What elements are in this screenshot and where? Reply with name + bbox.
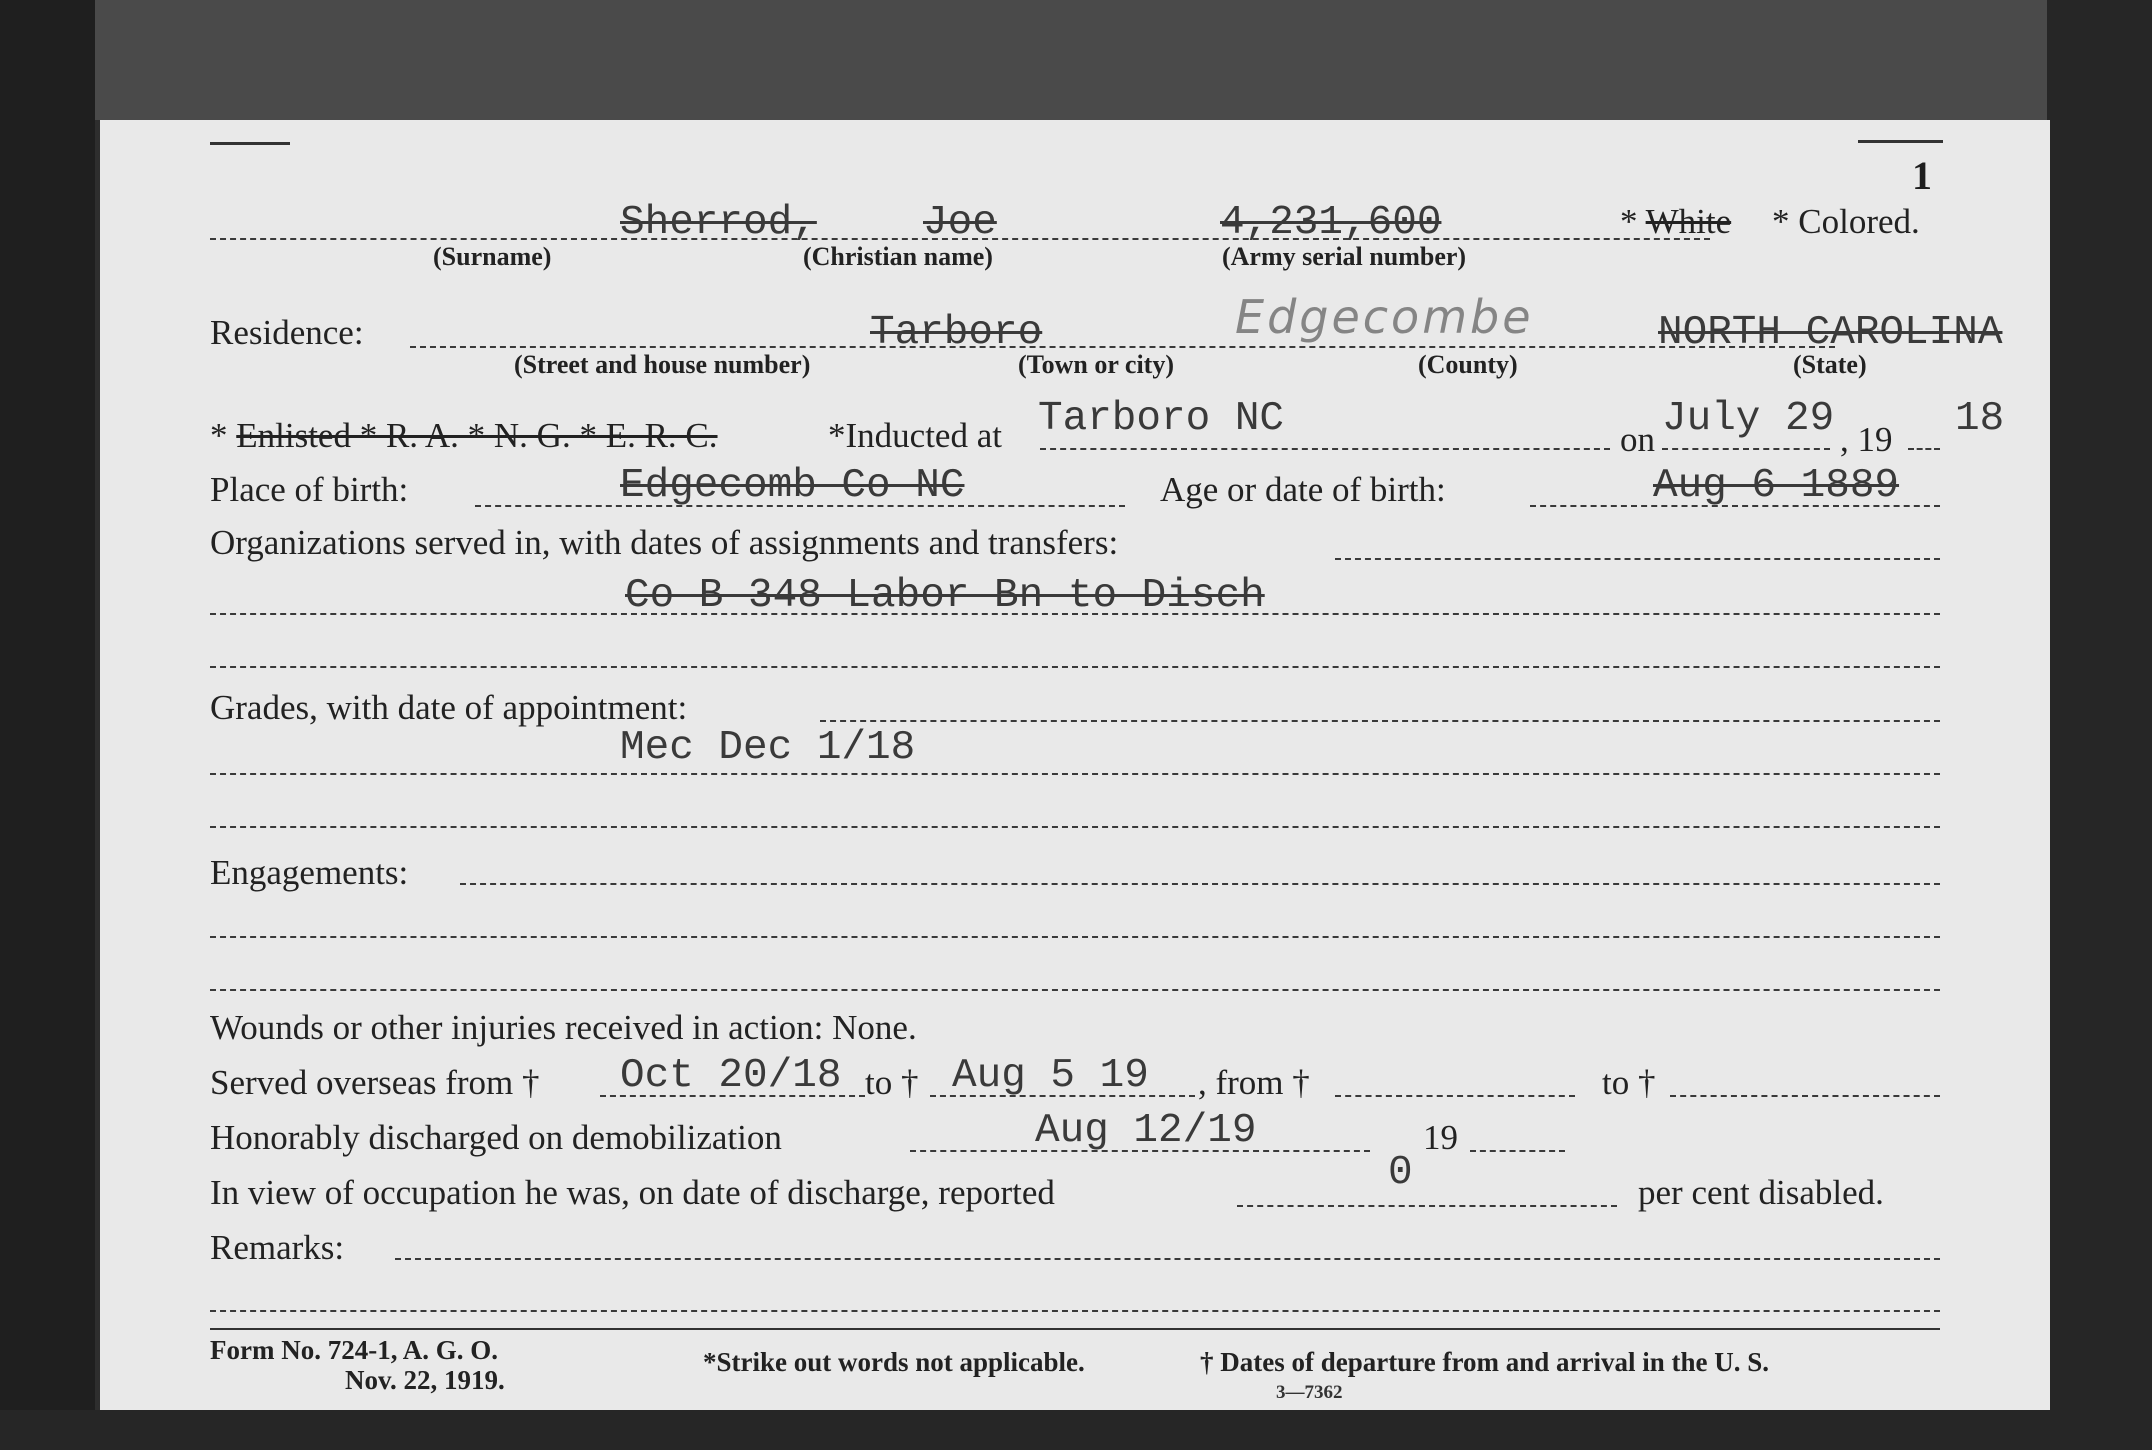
surname-caption: (Surname) xyxy=(433,242,552,271)
overseas-second-to-label: to † xyxy=(1602,1063,1656,1102)
strike-out-note: *Strike out words not applicable. xyxy=(703,1347,1085,1377)
wounds-label: Wounds or other injuries received in action: None. xyxy=(210,1008,917,1047)
engagements-line-1 xyxy=(460,883,1940,885)
inducted-date-line xyxy=(1662,448,1830,450)
remarks-line-2 xyxy=(210,1310,1940,1312)
place-of-birth-value: Edgecomb Co NC xyxy=(620,463,965,509)
street-caption: (Street and house number) xyxy=(514,350,811,379)
page-number: 1 xyxy=(1912,153,1932,198)
discharge-label: Honorably discharged on demobilization xyxy=(210,1118,782,1157)
disability-suffix: per cent disabled. xyxy=(1638,1173,1884,1212)
overseas-to-value: Aug 5 19 xyxy=(952,1053,1149,1099)
date-of-birth-value: Aug 6 1889 xyxy=(1653,463,1900,509)
age-or-date-of-birth-label: Age or date of birth: xyxy=(1160,470,1446,509)
residence-county-value: Edgecombe xyxy=(1235,290,1534,344)
surname-value: Sherrod, xyxy=(620,200,817,246)
christian-name-caption: (Christian name) xyxy=(803,242,993,271)
engagements-line-2 xyxy=(210,936,1940,938)
struck-induction-options: Enlisted * R. A. * N. G. * E. R. C. xyxy=(236,416,718,455)
overseas-second-to-line xyxy=(1670,1095,1940,1097)
inducted-date-value: July 29 xyxy=(1662,396,1835,442)
overseas-to-label: to † xyxy=(865,1063,919,1102)
grades-line-2 xyxy=(210,773,1940,775)
inducted-at-value: Tarboro NC xyxy=(1038,396,1285,442)
scanner-background-left xyxy=(0,0,95,1450)
remarks-label: Remarks: xyxy=(210,1228,345,1267)
organizations-label: Organizations served in, with dates of assignments and transfers: xyxy=(210,523,1119,562)
top-left-rule xyxy=(210,142,290,145)
army-serial-caption: (Army serial number) xyxy=(1222,242,1467,271)
inducted-at-label: *Inducted at xyxy=(828,416,1002,455)
place-of-birth-label: Place of birth: xyxy=(210,470,409,509)
engagements-label: Engagements: xyxy=(210,853,409,892)
grades-value: Mec Dec 1/18 xyxy=(620,725,916,771)
army-serial-value: 4,231,600 xyxy=(1220,200,1442,246)
engagements-line-3 xyxy=(210,989,1940,991)
state-caption: (State) xyxy=(1793,350,1867,379)
disability-label: In view of occupation he was, on date of discharge, reported xyxy=(210,1173,1055,1212)
county-caption: (County) xyxy=(1418,350,1518,379)
remarks-line-1 xyxy=(395,1258,1940,1260)
organizations-line-1 xyxy=(1335,558,1940,560)
grades-label: Grades, with date of appointment: xyxy=(210,688,688,727)
disability-value: 0 xyxy=(1388,1150,1413,1196)
disability-line xyxy=(1237,1205,1617,1207)
dates-note: † Dates of departure from and arrival in the U. S. xyxy=(1200,1347,1769,1377)
form-number: Form No. 724-1, A. G. O. xyxy=(210,1335,498,1365)
grades-line-1 xyxy=(820,720,1940,722)
discharge-year-label: 19 xyxy=(1423,1118,1458,1157)
footer-rule xyxy=(210,1328,1940,1330)
discharge-year-line xyxy=(1470,1150,1565,1152)
scanner-background-right xyxy=(2047,0,2152,1450)
race-colored-option: * Colored. xyxy=(1772,202,1920,241)
overseas-from-value: Oct 20/18 xyxy=(620,1053,842,1099)
overseas-second-from-line xyxy=(1335,1095,1575,1097)
served-overseas-label: Served overseas from † xyxy=(210,1063,540,1102)
white-label: White xyxy=(1645,202,1732,241)
form-date: Nov. 22, 1919. xyxy=(345,1365,505,1395)
inducted-year-value: 18 xyxy=(1955,396,2005,442)
race-white-option: * White xyxy=(1620,202,1732,241)
service-record-card xyxy=(100,120,2050,1410)
overseas-second-from-label: , from † xyxy=(1198,1063,1310,1102)
residence-town-value: Tarboro xyxy=(870,310,1043,356)
christian-name-value: Joe xyxy=(923,200,997,246)
inducted-at-line xyxy=(1040,448,1610,450)
grades-line-3 xyxy=(210,826,1940,828)
scanner-background-bottom xyxy=(0,1410,2152,1450)
discharge-date-value: Aug 12/19 xyxy=(1035,1108,1257,1154)
scanner-background-top xyxy=(0,0,2152,120)
inducted-year-line xyxy=(1908,448,1940,450)
town-caption: (Town or city) xyxy=(1018,350,1174,379)
top-right-rule xyxy=(1858,140,1943,143)
inducted-year-prefix: , 19 xyxy=(1840,420,1893,459)
print-code: 3—7362 xyxy=(1276,1382,1343,1403)
residence-state-value: NORTH CAROLINA xyxy=(1658,310,2003,356)
induction-type-options: * Enlisted * R. A. * N. G. * E. R. C. xyxy=(210,416,718,455)
residence-line xyxy=(410,346,1835,348)
inducted-on-label: on xyxy=(1620,420,1655,459)
residence-label: Residence: xyxy=(210,313,364,352)
organizations-line-3 xyxy=(210,666,1940,668)
organizations-value: Co B 348 Labor Bn to Disch xyxy=(625,573,1265,619)
